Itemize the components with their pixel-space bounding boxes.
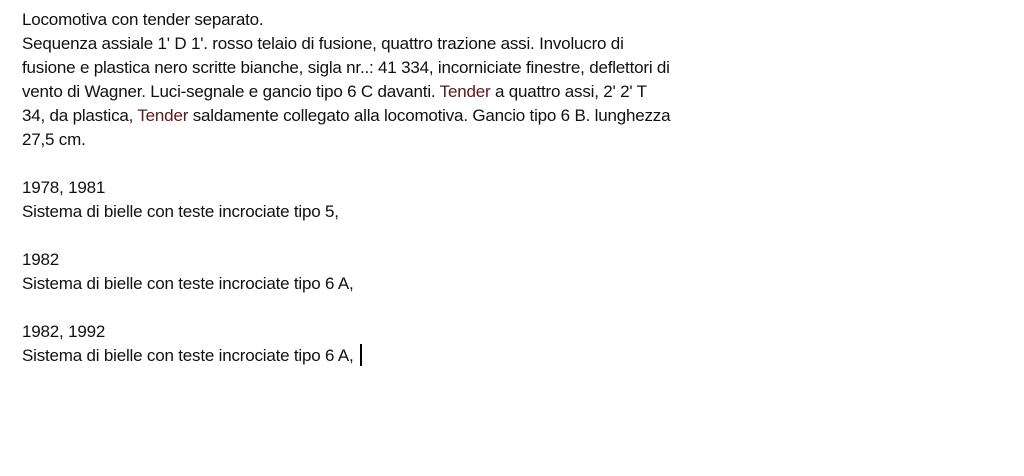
entry-description: Sistema di bielle con teste incrociate tipo 6 A, xyxy=(22,274,354,293)
tender-highlight: Tender xyxy=(439,82,491,101)
tender-highlight: Tender xyxy=(137,106,189,125)
blank-line xyxy=(22,296,842,320)
entry-block xyxy=(22,176,842,224)
text-cursor xyxy=(360,344,362,366)
intro-paragraph xyxy=(22,8,842,152)
intro-text: 34, da plastica, xyxy=(22,106,134,125)
intro-line: Sequenza assiale 1' D 1'. rosso telaio di fusione, quattro trazione assi. Involucro di xyxy=(22,34,624,53)
entry-years: 1982, 1992 xyxy=(22,322,106,341)
intro-line: Locomotiva con tender separato. xyxy=(22,10,264,29)
entry-years: 1978, 1981 xyxy=(22,178,106,197)
intro-text: vento di Wagner. Luci-segnale e gancio tipo 6 C davanti. xyxy=(22,82,436,101)
entry-years: 1982 xyxy=(22,250,60,269)
intro-line: fusione e plastica nero scritte bianche, sigla nr..: 41 334, incorniciate finestre, deflettori di xyxy=(22,58,670,77)
entry-description-line xyxy=(22,344,842,368)
entry-description: Sistema di bielle con teste incrociate tipo 5, xyxy=(22,202,339,221)
intro-line xyxy=(22,104,842,128)
entry-description: Sistema di bielle con teste incrociate tipo 6 A, xyxy=(22,346,354,365)
intro-line: 27,5 cm. xyxy=(22,130,86,149)
entry-block xyxy=(22,320,842,368)
blank-line xyxy=(22,152,842,176)
intro-line xyxy=(22,80,842,104)
intro-text: saldamente collegato alla locomotiva. Gancio tipo 6 B. lunghezza xyxy=(192,106,671,125)
intro-text: a quattro assi, 2' 2' T xyxy=(494,82,647,101)
blank-line xyxy=(22,224,842,248)
entry-block xyxy=(22,248,842,296)
text-editor-area[interactable] xyxy=(22,8,842,368)
